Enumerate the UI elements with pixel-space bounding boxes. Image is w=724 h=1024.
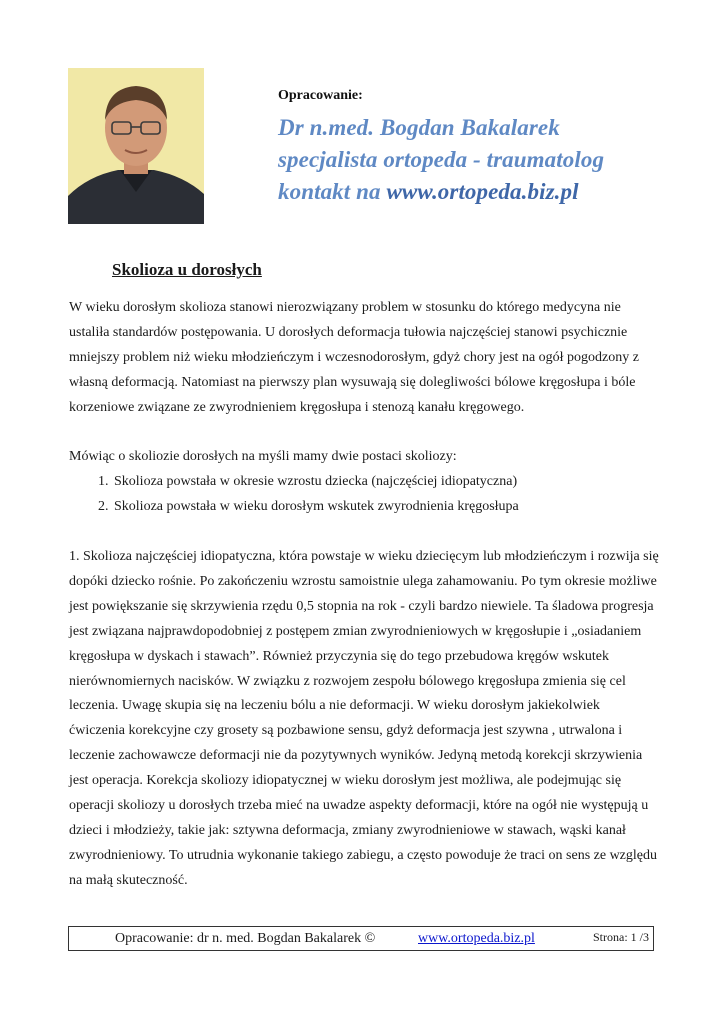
paragraph-types-intro: Mówiąc o skoliozie dorosłych na myśli mamy dwie postaci skoliozy: [69,449,457,465]
author-specialty: specjalista ortopeda - traumatolog [278,147,605,172]
header-label: Opracowanie: [278,88,363,103]
contact-line [278,176,698,208]
document-title: Skolioza u dorosłych [112,260,262,279]
author-photo [68,68,204,224]
portrait-image [68,68,204,224]
page-footer [68,926,654,951]
footer-author: Opracowanie: dr n. med. Bogdan Bakalarek © [115,931,376,946]
page-number: Strona: 1 /3 [593,930,649,944]
header-block [278,88,698,208]
contact-prefix: kontakt na [278,179,387,204]
list-item: 1. Skolioza powstała w okresie wzrostu dziecka (najczęściej idiopatyczna) [112,470,659,495]
types-list [69,470,659,520]
footer-website-link[interactable]: www.ortopeda.biz.pl [418,931,535,946]
paragraph-intro: W wieku dorosłym skolioza stanowi nierozwiązany problem w stosunku do którego medycyna nie ustaliła standardów postępowania. U dorosłych deformacja tułowia najczęściej stanowi psychicznie mniejszy problem niż wieku młodzieńczym i wczesnodorosłym, gdyż chory jest na ogół pogodzony z własną deformacją. Natomiast na pierwszy plan wysuwają się dolegliwości bólowe kręgosłupa i bóle korzeniowe związane ze zwyrodnieniem kręgosłupa i stenozą kanału kręgowego. [69,300,639,415]
document-body [69,296,659,894]
list-item: 2. Skolioza powstała w wieku dorosłym wskutek zwyrodnienia kręgosłupa [112,495,659,520]
paragraph-idiopathic: 1. Skolioza najczęściej idiopatyczna, która powstaje w wieku dziecięcym lub młodzieńczym i rozwija się dopóki dziecko rośnie. Po zakończeniu wzrostu samoistnie ulega zahamowaniu. Po tym okresie możliwe jest powiększanie się skrzywienia rzędu 0,5 stopnia na rok - czyli bardzo niewiele. Ta śladowa progresja jest związana najprawdopodobniej z postępem zmian zwyrodnieniowych w kręgosłupie i „osiadaniem kręgosłupa w dyskach i stawach”. Również przyczynia się do tego przebudowa kręgów wskutek nierównomiernych nacisków. W związku z rozwojem zespołu bólowego kręgosłupa zmienia się cel leczenia. Uwagę skupia się na leczeniu bólu a nie deformacji. W wieku dorosłym jakiekolwiek ćwiczenia korekcyjne czy grosety są pozbawione sensu, gdyż deformacja jest szywna , utrwalona i leczenie zachowawcze deformacji nie da pozytywnych wyników. Jedyną metodą korekcji skrzywienia jest operacja. Korekcja skoliozy idiopatycznej w wieku dorosłym jest możliwa, ale podejmując się operacji skoliozy u dorosłych trzeba mieć na uwadze aspekty deformacji, które na ogół nie występują u dzieci i młodzieży, takie jak: sztywna deformacja, zmiany zwyrodnieniowe w stawach, wąski kanał zwyrodnieniowy. To utrudnia wykonanie takiego zabiegu, a często powoduje że traci on sens ze względu na małą skuteczność. [69,549,659,888]
author-name: Dr n.med. Bogdan Bakalarek [278,115,560,140]
contact-site: www.ortopeda.biz.pl [386,179,579,204]
